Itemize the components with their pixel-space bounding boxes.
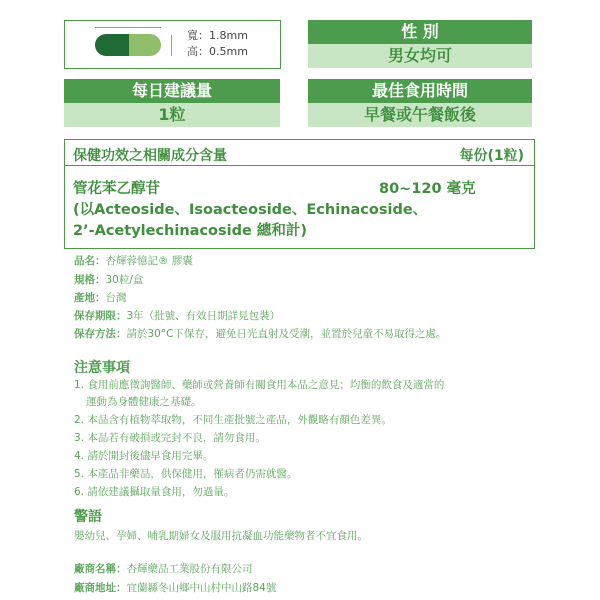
ingredient-table (64, 139, 535, 249)
ingredient-name: 管花苯乙醇苷 (73, 181, 160, 197)
table-header-right: 每份(1粒) (459, 148, 524, 164)
capsule-icon (95, 34, 161, 56)
best-time-card (308, 79, 532, 127)
ingredient-note-2: 2’-Acetylechinacoside 總和計) (73, 223, 307, 239)
width-dimension-line (95, 27, 161, 28)
height-dimension-line (171, 35, 172, 56)
note-item: 6. 請依建議攝取量食用，勿過量。 (74, 486, 235, 498)
capsule-width: 寬：1.8mm (187, 29, 248, 42)
maker-address: 廠商地址：宜蘭縣冬山鄉中山村中山路84號 (74, 582, 277, 594)
note-item: 5. 本產品非藥品，供保健用，罹病者仍需就醫。 (74, 468, 298, 480)
info-storage: 保存方法：請於30°C下保存，避免日光直射及受潮，並置於兒童不易取得之處。 (74, 328, 447, 340)
table-header-left: 保健功效之相關成分含量 (73, 148, 227, 164)
info-shelf-life: 保存期限：3年（批號、有效日期詳見包裝） (74, 310, 281, 322)
note-item: 運動為身體健康之基礎。 (86, 396, 202, 408)
table-divider (65, 165, 534, 166)
best-time-value: 早餐或午餐飯後 (308, 103, 532, 127)
capsule-height: 高：0.5mm (187, 45, 248, 58)
warning-title: 警語 (74, 509, 102, 525)
note-item: 2. 本品含有植物萃取物，不同生產批號之產品，外觀略有顏色差異。 (74, 414, 392, 426)
ingredient-amount: 80~120 毫克 (379, 181, 476, 197)
note-item: 1. 食用前應徵詢醫師、藥師或營養師有關食用本品之意見；均衡的飲食及適當的 (74, 379, 445, 391)
best-time-title: 最佳食用時間 (308, 79, 532, 103)
daily-dose-title: 每日建議量 (64, 79, 280, 103)
info-spec: 規格：30粒/盒 (74, 274, 144, 286)
gender-card (308, 20, 532, 68)
gender-title: 性 別 (308, 20, 532, 44)
info-origin: 產地：台灣 (74, 292, 127, 304)
daily-dose-card (64, 79, 280, 127)
notes-title: 注意事項 (74, 360, 130, 376)
warning-text: 嬰幼兒、孕婦、哺乳期婦女及服用抗凝血功能藥物者不宜食用。 (74, 530, 368, 542)
info-product-name: 品名：杏輝蓉憶記® 膠囊 (74, 255, 193, 267)
maker-name: 廠商名稱：杏輝藥品工業股份有限公司 (74, 563, 253, 575)
note-item: 4. 請於開封後儘早食用完畢。 (74, 450, 214, 462)
capsule-size-box (64, 20, 281, 69)
note-item: 3. 本品若有破損或完封不良，請勿食用。 (74, 432, 266, 444)
ingredient-note-1: (以Acteoside、Isoacteoside、Echinacoside、 (73, 202, 428, 218)
gender-value: 男女均可 (308, 44, 532, 68)
daily-dose-value: 1粒 (64, 103, 280, 127)
